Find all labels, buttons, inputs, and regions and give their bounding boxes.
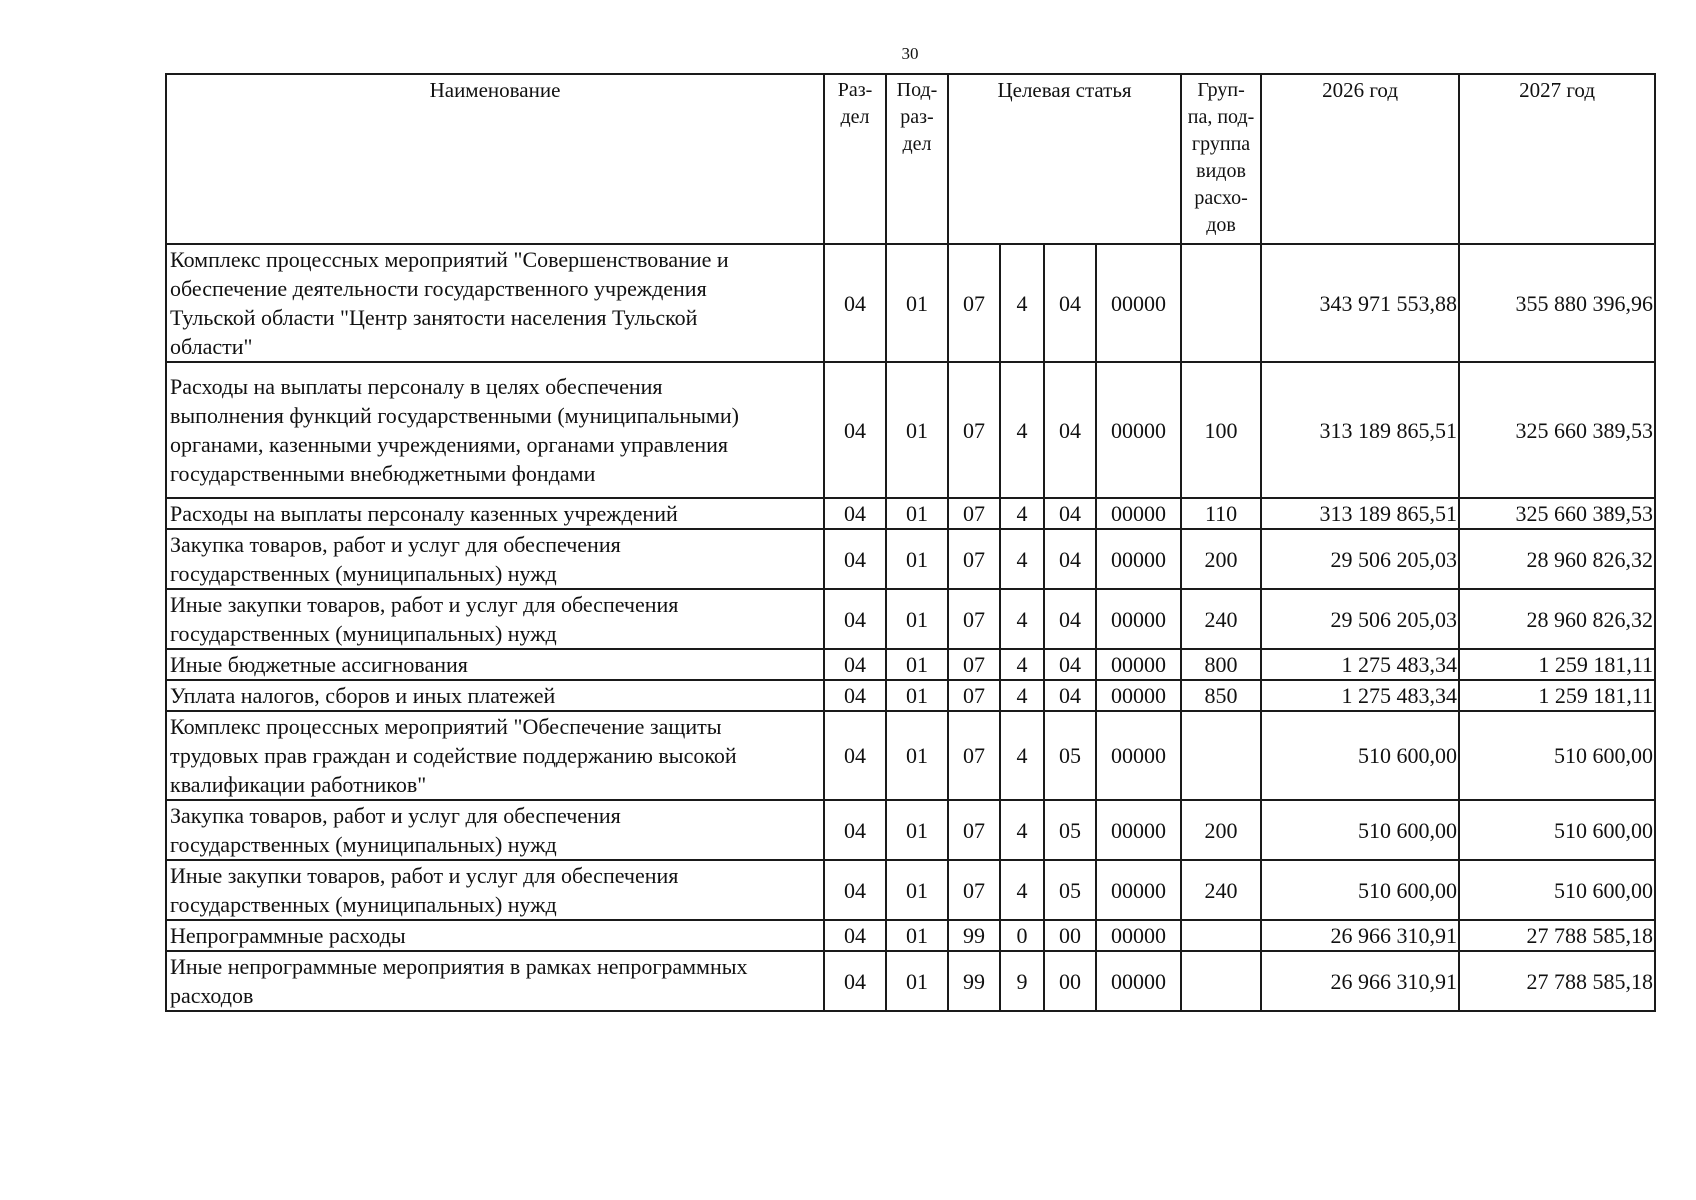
header-vid-rashodov: Груп- па, под- группа видов расхо- дов (1181, 74, 1261, 244)
row-podrazdel: 01 (886, 589, 948, 649)
row-vid-rashodov: 100 (1181, 362, 1261, 498)
row-cs-complex: 04 (1044, 589, 1096, 649)
row-razdel: 04 (824, 529, 886, 589)
row-razdel: 04 (824, 498, 886, 529)
header-podrazdel: Под- раз- дел (886, 74, 948, 244)
row-amount-2026: 26 966 310,91 (1261, 920, 1459, 951)
row-amount-2026: 510 600,00 (1261, 711, 1459, 800)
row-name-line: государственными внебюджетными фондами (170, 461, 596, 486)
row-podrazdel: 01 (886, 920, 948, 951)
row-cs-complex: 04 (1044, 680, 1096, 711)
row-cs-complex: 04 (1044, 649, 1096, 680)
row-cs-program: 99 (948, 951, 1000, 1011)
row-amount-2027: 510 600,00 (1459, 800, 1655, 860)
row-cs-direction: 00000 (1096, 244, 1181, 362)
row-cs-type: 4 (1000, 860, 1044, 920)
row-cs-direction: 00000 (1096, 589, 1181, 649)
row-name (166, 920, 824, 951)
row-podrazdel: 01 (886, 529, 948, 589)
row-name-line: Непрограммные расходы (170, 923, 406, 948)
row-vid-rashodov (1181, 711, 1261, 800)
row-cs-program: 07 (948, 711, 1000, 800)
row-podrazdel: 01 (886, 800, 948, 860)
row-cs-direction: 00000 (1096, 800, 1181, 860)
row-amount-2026: 29 506 205,03 (1261, 529, 1459, 589)
row-podrazdel: 01 (886, 498, 948, 529)
row-amount-2027: 355 880 396,96 (1459, 244, 1655, 362)
header-name: Наименование (166, 74, 824, 244)
header-celevaya-statya: Целевая статья (948, 74, 1181, 244)
budget-table (165, 73, 1656, 1012)
table-row (166, 244, 1655, 362)
table-row (166, 800, 1655, 860)
row-name (166, 529, 824, 589)
row-name (166, 680, 824, 711)
row-name-line: Уплата налогов, сборов и иных платежей (170, 683, 556, 708)
row-cs-type: 4 (1000, 589, 1044, 649)
header-row (166, 74, 1655, 244)
table-row (166, 362, 1655, 498)
row-cs-type: 4 (1000, 362, 1044, 498)
row-name (166, 362, 824, 498)
row-cs-direction: 00000 (1096, 498, 1181, 529)
row-razdel: 04 (824, 680, 886, 711)
row-amount-2026: 510 600,00 (1261, 860, 1459, 920)
row-name-line: Иные закупки товаров, работ и услуг для обеспечения (170, 592, 679, 617)
row-name-line: Иные бюджетные ассигнования (170, 652, 468, 677)
row-amount-2027: 510 600,00 (1459, 860, 1655, 920)
row-razdel: 04 (824, 244, 886, 362)
row-amount-2026: 313 189 865,51 (1261, 362, 1459, 498)
row-amount-2027: 325 660 389,53 (1459, 362, 1655, 498)
row-cs-direction: 00000 (1096, 362, 1181, 498)
table-row (166, 860, 1655, 920)
row-vid-rashodov: 110 (1181, 498, 1261, 529)
row-amount-2026: 1 275 483,34 (1261, 649, 1459, 680)
table-row (166, 711, 1655, 800)
row-name-line: Иные закупки товаров, работ и услуг для обеспечения (170, 863, 679, 888)
row-cs-complex: 00 (1044, 920, 1096, 951)
row-amount-2027: 28 960 826,32 (1459, 529, 1655, 589)
page-number: 30 (901, 44, 919, 63)
row-amount-2027: 28 960 826,32 (1459, 589, 1655, 649)
row-razdel: 04 (824, 951, 886, 1011)
row-cs-type: 4 (1000, 800, 1044, 860)
row-razdel: 04 (824, 800, 886, 860)
row-cs-complex: 05 (1044, 800, 1096, 860)
row-amount-2027: 510 600,00 (1459, 711, 1655, 800)
row-podrazdel: 01 (886, 362, 948, 498)
row-cs-direction: 00000 (1096, 680, 1181, 711)
row-name (166, 951, 824, 1011)
row-podrazdel: 01 (886, 860, 948, 920)
row-name-line: Комплекс процессных мероприятий "Совершенствование и (170, 247, 729, 272)
row-amount-2026: 313 189 865,51 (1261, 498, 1459, 529)
row-amount-2027: 1 259 181,11 (1459, 649, 1655, 680)
row-vid-rashodov (1181, 920, 1261, 951)
table-row (166, 529, 1655, 589)
row-cs-complex: 04 (1044, 498, 1096, 529)
row-cs-program: 07 (948, 800, 1000, 860)
row-amount-2026: 26 966 310,91 (1261, 951, 1459, 1011)
table-row (166, 680, 1655, 711)
row-vid-rashodov: 800 (1181, 649, 1261, 680)
table-row (166, 498, 1655, 529)
table-row (166, 649, 1655, 680)
header-2027: 2027 год (1459, 74, 1655, 244)
row-cs-type: 4 (1000, 244, 1044, 362)
row-name-line: государственных (муниципальных) нужд (170, 892, 557, 917)
row-name-line: обеспечение деятельности государственного учреждения (170, 276, 707, 301)
row-amount-2027: 325 660 389,53 (1459, 498, 1655, 529)
row-name-line: Расходы на выплаты персоналу казенных учреждений (170, 501, 678, 526)
row-amount-2026: 343 971 553,88 (1261, 244, 1459, 362)
row-cs-complex: 04 (1044, 244, 1096, 362)
row-razdel: 04 (824, 711, 886, 800)
row-cs-type: 4 (1000, 680, 1044, 711)
row-vid-rashodov: 240 (1181, 860, 1261, 920)
row-name (166, 860, 824, 920)
row-name-line: Иные непрограммные мероприятия в рамках непрограммных (170, 954, 748, 979)
table-row (166, 951, 1655, 1011)
row-amount-2026: 1 275 483,34 (1261, 680, 1459, 711)
row-amount-2027: 27 788 585,18 (1459, 951, 1655, 1011)
row-name-line: Тульской области "Центр занятости населения Тульской (170, 305, 698, 330)
row-razdel: 04 (824, 860, 886, 920)
row-name-line: трудовых прав граждан и содействие поддержанию высокой (170, 743, 737, 768)
row-cs-direction: 00000 (1096, 920, 1181, 951)
row-cs-direction: 00000 (1096, 860, 1181, 920)
row-name-line: государственных (муниципальных) нужд (170, 561, 557, 586)
row-vid-rashodov: 200 (1181, 800, 1261, 860)
row-cs-type: 0 (1000, 920, 1044, 951)
row-cs-program: 07 (948, 649, 1000, 680)
row-name-line: области" (170, 334, 253, 359)
row-cs-program: 07 (948, 529, 1000, 589)
row-cs-program: 99 (948, 920, 1000, 951)
row-name-line: государственных (муниципальных) нужд (170, 832, 557, 857)
row-cs-type: 4 (1000, 711, 1044, 800)
row-cs-complex: 00 (1044, 951, 1096, 1011)
row-cs-program: 07 (948, 589, 1000, 649)
row-name-line: Закупка товаров, работ и услуг для обеспечения (170, 803, 621, 828)
row-cs-direction: 00000 (1096, 951, 1181, 1011)
row-amount-2026: 29 506 205,03 (1261, 589, 1459, 649)
row-name-line: органами, казенными учреждениями, органами управления (170, 432, 729, 457)
row-podrazdel: 01 (886, 711, 948, 800)
row-cs-program: 07 (948, 362, 1000, 498)
table-row (166, 920, 1655, 951)
row-cs-complex: 04 (1044, 362, 1096, 498)
row-razdel: 04 (824, 362, 886, 498)
row-cs-type: 4 (1000, 498, 1044, 529)
row-name (166, 589, 824, 649)
row-name-line: государственных (муниципальных) нужд (170, 621, 557, 646)
row-name-line: расходов (170, 983, 254, 1008)
row-cs-complex: 05 (1044, 711, 1096, 800)
row-cs-program: 07 (948, 860, 1000, 920)
row-cs-type: 4 (1000, 649, 1044, 680)
row-razdel: 04 (824, 589, 886, 649)
table-row (166, 589, 1655, 649)
row-razdel: 04 (824, 920, 886, 951)
row-cs-direction: 00000 (1096, 529, 1181, 589)
row-vid-rashodov (1181, 951, 1261, 1011)
row-name-line: выполнения функций государственными (муниципальными) (170, 403, 739, 428)
row-podrazdel: 01 (886, 649, 948, 680)
row-vid-rashodov: 240 (1181, 589, 1261, 649)
header-razdel: Раз- дел (824, 74, 886, 244)
row-cs-complex: 04 (1044, 529, 1096, 589)
row-cs-direction: 00000 (1096, 649, 1181, 680)
row-amount-2026: 510 600,00 (1261, 800, 1459, 860)
row-podrazdel: 01 (886, 951, 948, 1011)
header-2026: 2026 год (1261, 74, 1459, 244)
row-cs-direction: 00000 (1096, 711, 1181, 800)
table-body (166, 244, 1655, 1011)
row-vid-rashodov (1181, 244, 1261, 362)
row-amount-2027: 1 259 181,11 (1459, 680, 1655, 711)
row-cs-program: 07 (948, 244, 1000, 362)
row-name (166, 649, 824, 680)
row-razdel: 04 (824, 649, 886, 680)
row-name-line: Комплекс процессных мероприятий "Обеспечение защиты (170, 714, 722, 739)
row-podrazdel: 01 (886, 244, 948, 362)
row-name (166, 711, 824, 800)
row-cs-program: 07 (948, 498, 1000, 529)
row-name (166, 800, 824, 860)
row-name-line: квалификации работников" (170, 772, 427, 797)
row-name (166, 498, 824, 529)
row-cs-complex: 05 (1044, 860, 1096, 920)
row-cs-type: 4 (1000, 529, 1044, 589)
row-cs-program: 07 (948, 680, 1000, 711)
row-name-line: Расходы на выплаты персоналу в целях обеспечения (170, 374, 663, 399)
row-podrazdel: 01 (886, 680, 948, 711)
row-amount-2027: 27 788 585,18 (1459, 920, 1655, 951)
row-name (166, 244, 824, 362)
row-vid-rashodov: 850 (1181, 680, 1261, 711)
row-name-line: Закупка товаров, работ и услуг для обеспечения (170, 532, 621, 557)
row-cs-type: 9 (1000, 951, 1044, 1011)
row-vid-rashodov: 200 (1181, 529, 1261, 589)
